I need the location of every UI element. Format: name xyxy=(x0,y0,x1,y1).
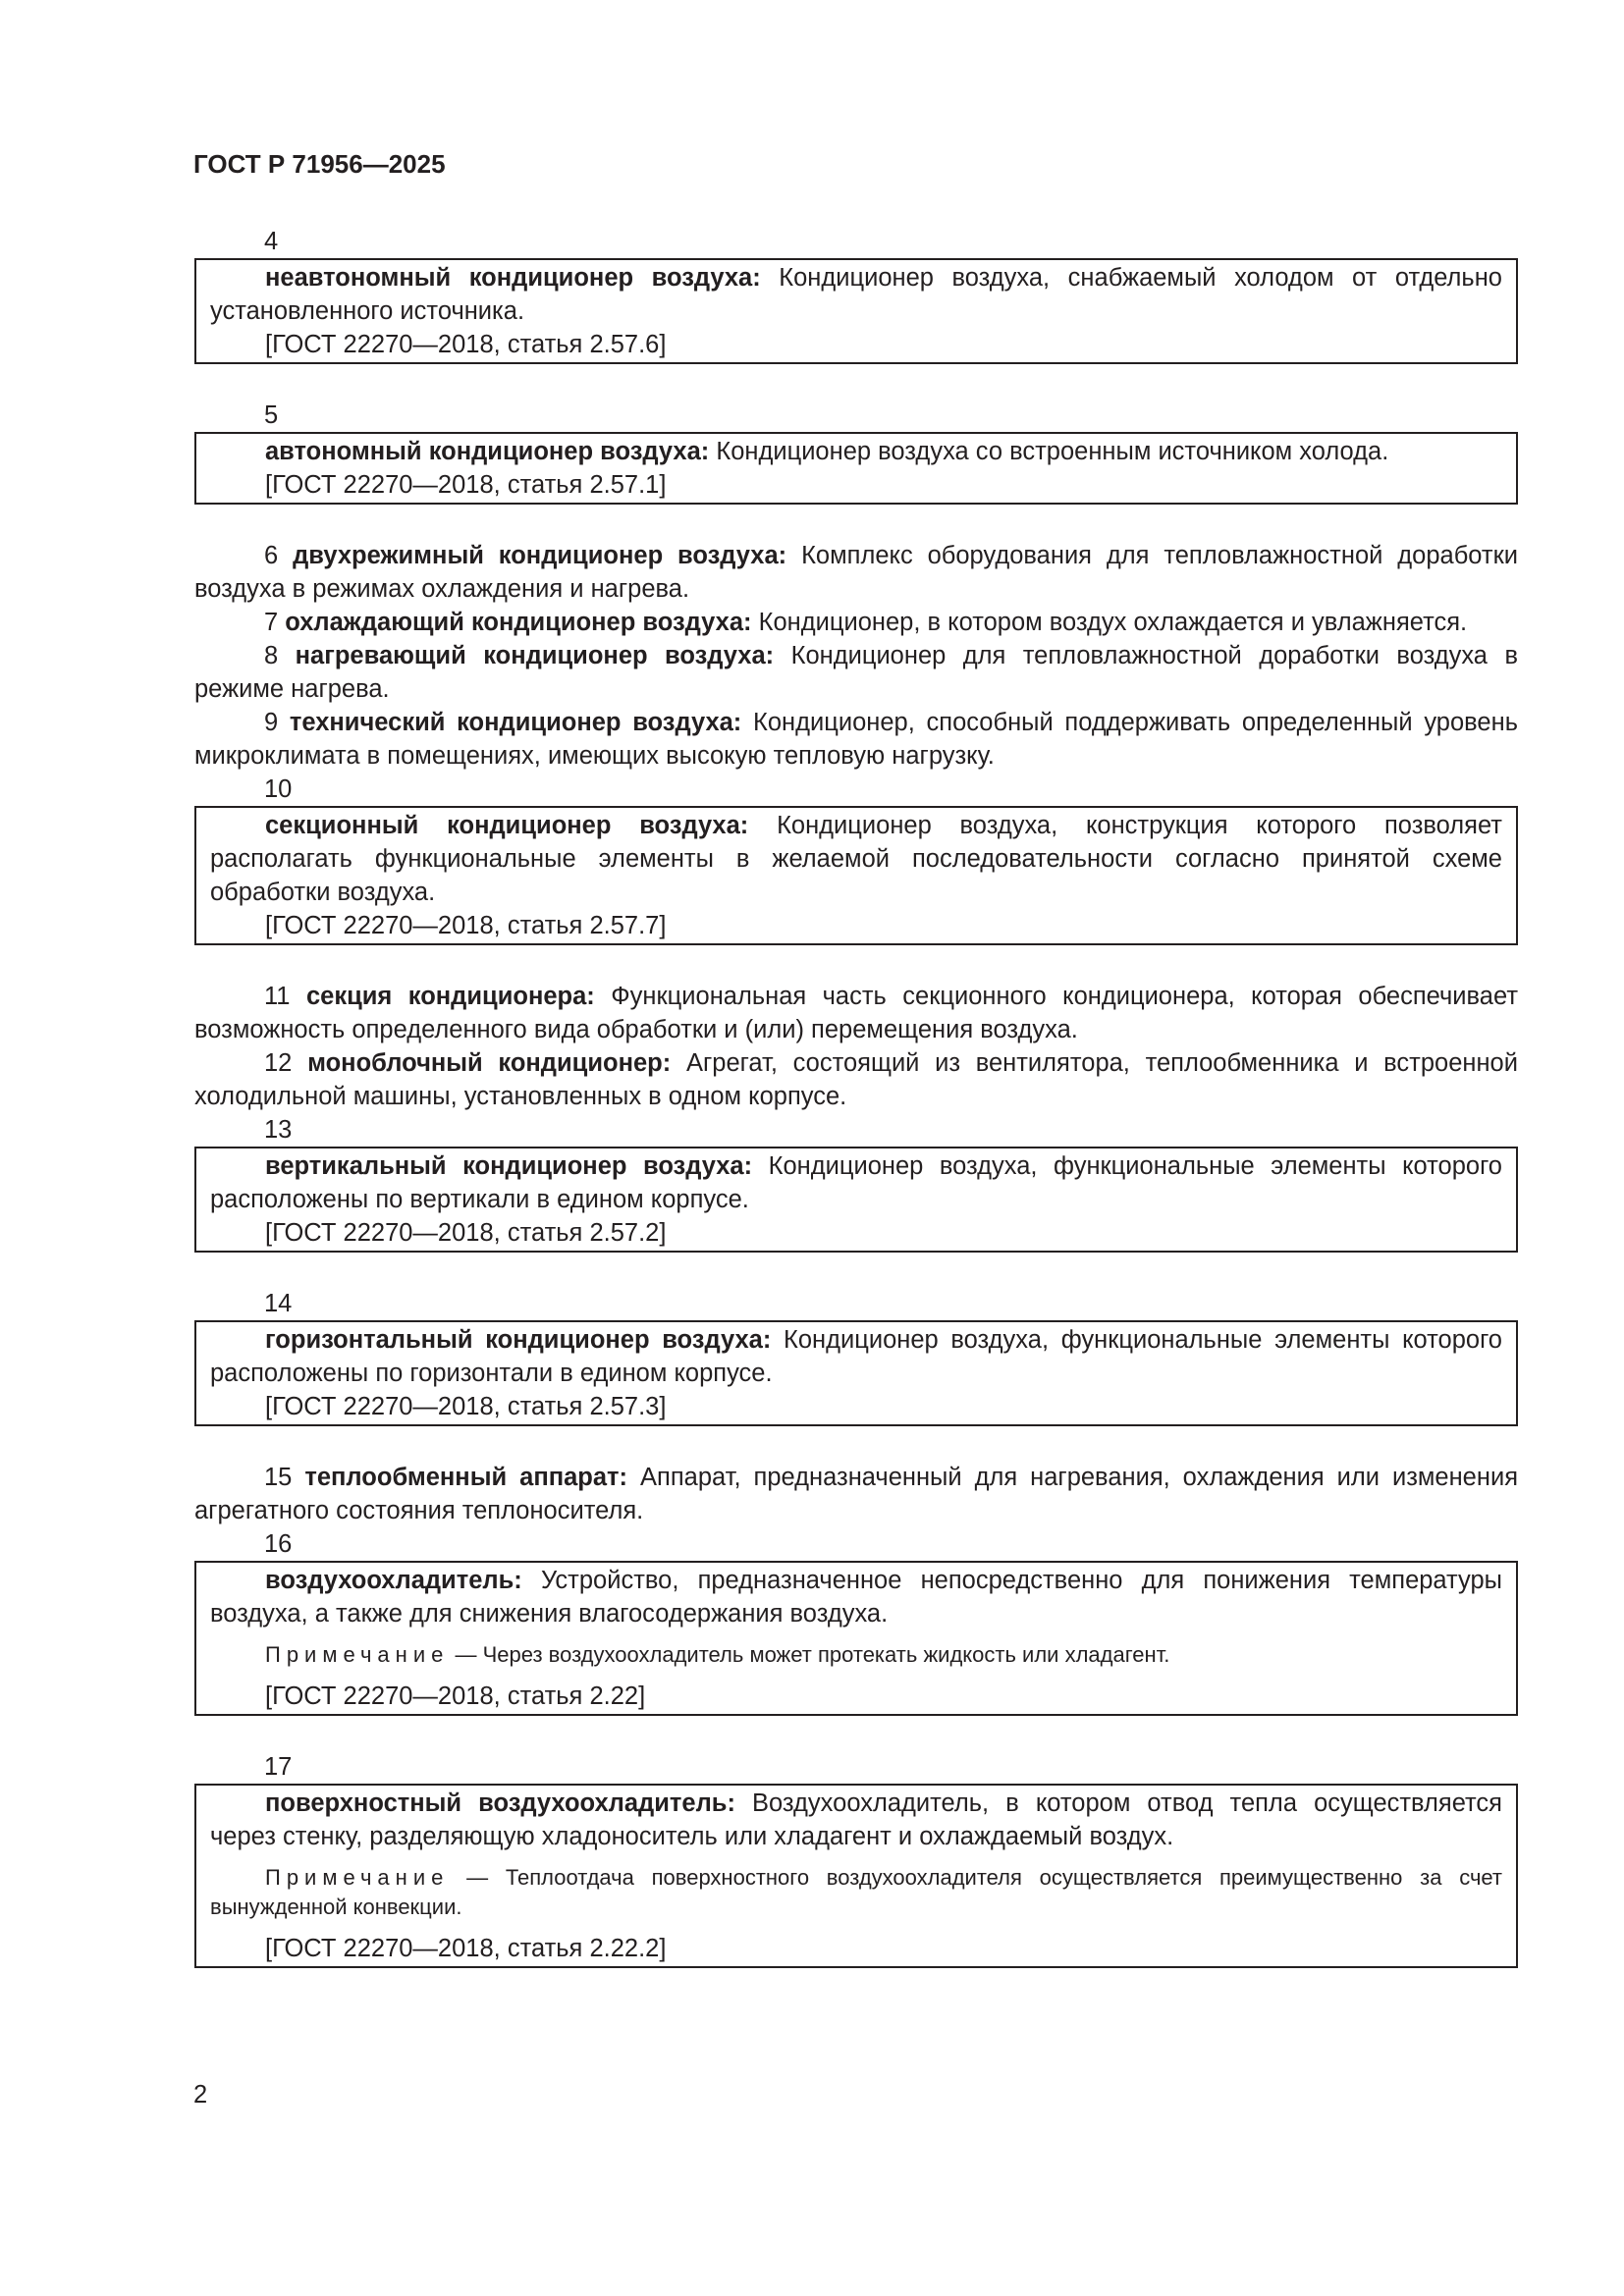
document-content xyxy=(194,225,1518,2002)
term-name: горизонтальный кондиционер воздуха: xyxy=(265,1326,772,1354)
term-source: [ГОСТ 22270—2018, статья 2.57.3] xyxy=(265,1393,667,1420)
term-number: 12 xyxy=(264,1049,293,1077)
term-definition xyxy=(210,1787,1502,1853)
term-paragraph xyxy=(194,606,1518,639)
term-paragraph xyxy=(194,539,1518,606)
term-definition xyxy=(210,1323,1502,1390)
term-name: вертикальный кондиционер воздуха: xyxy=(265,1152,753,1180)
note-label: Примечание xyxy=(265,1865,450,1890)
term-definition xyxy=(210,809,1502,909)
note-text: — Теплоотдача поверхностного воздухоохладителя осуществляется преимущественно за счет вынужденной конвекции. xyxy=(210,1865,1502,1919)
term-source: [ГОСТ 22270—2018, статья 2.57.1] xyxy=(265,471,667,499)
term-name: моноблочный кондиционер: xyxy=(307,1049,672,1077)
term-number: 9 xyxy=(264,709,279,736)
term-number: 11 xyxy=(264,983,291,1010)
term-definition xyxy=(210,435,1502,468)
term-number: 6 xyxy=(264,542,279,569)
term-name: охлаждающий кондиционер воздуха: xyxy=(285,609,752,636)
term-definition xyxy=(210,261,1502,328)
term-text: Функциональная часть секционного кондиционера, которая обеспечивает возможность определенного вида обработки и (или) перемещения воздуха. xyxy=(194,983,1518,1043)
term-source: [ГОСТ 22270—2018, статья 2.22.2] xyxy=(265,1935,667,1962)
term-text: Кондиционер, в котором воздух охлаждается и увлажняется. xyxy=(758,609,1468,636)
term-source: [ГОСТ 22270—2018, статья 2.22] xyxy=(265,1682,646,1710)
term-text: Кондиционер воздуха, функциональные элементы которого расположены по вертикали в едином корпусе. xyxy=(210,1152,1502,1213)
term-source: [ГОСТ 22270—2018, статья 2.57.7] xyxy=(265,912,667,939)
page-number: 2 xyxy=(193,2081,208,2109)
term-name: воздухоохладитель: xyxy=(265,1567,522,1594)
term-box xyxy=(194,258,1518,364)
term-name: поверхностный воздухоохладитель: xyxy=(265,1789,735,1817)
note-text: — Через воздухоохладитель может протекать жидкость или хладагент. xyxy=(449,1642,1170,1667)
term-source: [ГОСТ 22270—2018, статья 2.57.2] xyxy=(265,1219,667,1247)
term-number: 5 xyxy=(264,401,279,429)
document-header: ГОСТ Р 71956—2025 xyxy=(193,149,446,179)
term-number: 15 xyxy=(264,1464,293,1491)
term-text: Агрегат, состоящий из вентилятора, теплообменника и встроенной холодильной машины, установленных в одном корпусе. xyxy=(194,1049,1518,1110)
term-box xyxy=(194,1147,1518,1253)
term-number: 4 xyxy=(264,228,279,255)
term-source: [ГОСТ 22270—2018, статья 2.57.6] xyxy=(265,331,667,358)
term-paragraph xyxy=(194,1461,1518,1527)
note-label: Примечание xyxy=(265,1642,450,1667)
term-name: автономный кондиционер воздуха: xyxy=(265,438,710,465)
term-text: Кондиционер воздуха со встроенным источником холода. xyxy=(716,438,1389,465)
term-paragraph xyxy=(194,706,1518,773)
term-note xyxy=(210,1640,1502,1670)
term-number: 7 xyxy=(264,609,279,636)
term-name: теплообменный аппарат: xyxy=(304,1464,628,1491)
term-number: 14 xyxy=(264,1290,293,1317)
term-text: Воздухоохладитель, в котором отвод тепла осуществляется через стенку, разделяющую хладоноситель или хладагент и охлаждаемый воздух. xyxy=(210,1789,1502,1850)
term-box xyxy=(194,806,1518,945)
term-text: Кондиционер воздуха, функциональные элементы которого расположены по горизонтали в едином корпусе. xyxy=(210,1326,1502,1387)
term-name: нагревающий кондиционер воздуха: xyxy=(295,642,775,669)
term-number: 10 xyxy=(264,775,293,803)
term-text: Устройство, предназначенное непосредственно для понижения температуры воздуха, а также для снижения влагосодержания воздуха. xyxy=(210,1567,1502,1628)
term-box xyxy=(194,1561,1518,1716)
term-text: Кондиционер воздуха, снабжаемый холодом от отдельно установленного источника. xyxy=(210,264,1502,325)
term-box xyxy=(194,432,1518,505)
term-text: Аппарат, предназначенный для нагревания, охлаждения или изменения агрегатного состояния теплоносителя. xyxy=(194,1464,1519,1524)
term-note xyxy=(210,1863,1502,1922)
term-text: Кондиционер воздуха, конструкция которого позволяет располагать функциональные элементы в желаемой последовательности согласно принятой схеме обработки воздуха. xyxy=(210,812,1502,906)
term-number: 16 xyxy=(264,1530,293,1558)
term-name: неавтономный кондиционер воздуха: xyxy=(265,264,761,292)
term-box xyxy=(194,1784,1518,1968)
term-name: секционный кондиционер воздуха: xyxy=(265,812,749,839)
term-text: Кондиционер, способный поддерживать определенный уровень микроклимата в помещениях, имеющих высокую тепловую нагрузку. xyxy=(194,709,1518,770)
term-box xyxy=(194,1320,1518,1426)
term-name: секция кондиционера: xyxy=(305,983,595,1010)
term-name: двухрежимный кондиционер воздуха: xyxy=(293,542,787,569)
term-number: 8 xyxy=(264,642,279,669)
term-number: 17 xyxy=(264,1753,293,1781)
term-text: Комплекс оборудования для тепловлажностной доработки воздуха в режимах охлаждения и нагрева. xyxy=(194,542,1518,603)
term-name: технический кондиционер воздуха: xyxy=(289,709,742,736)
term-number: 13 xyxy=(264,1116,293,1144)
term-definition xyxy=(210,1149,1502,1216)
term-definition xyxy=(210,1564,1502,1630)
term-text: Кондиционер для тепловлажностной доработки воздуха в режиме нагрева. xyxy=(194,642,1518,703)
term-paragraph xyxy=(194,639,1518,706)
term-paragraph xyxy=(194,980,1518,1046)
term-paragraph xyxy=(194,1046,1518,1113)
